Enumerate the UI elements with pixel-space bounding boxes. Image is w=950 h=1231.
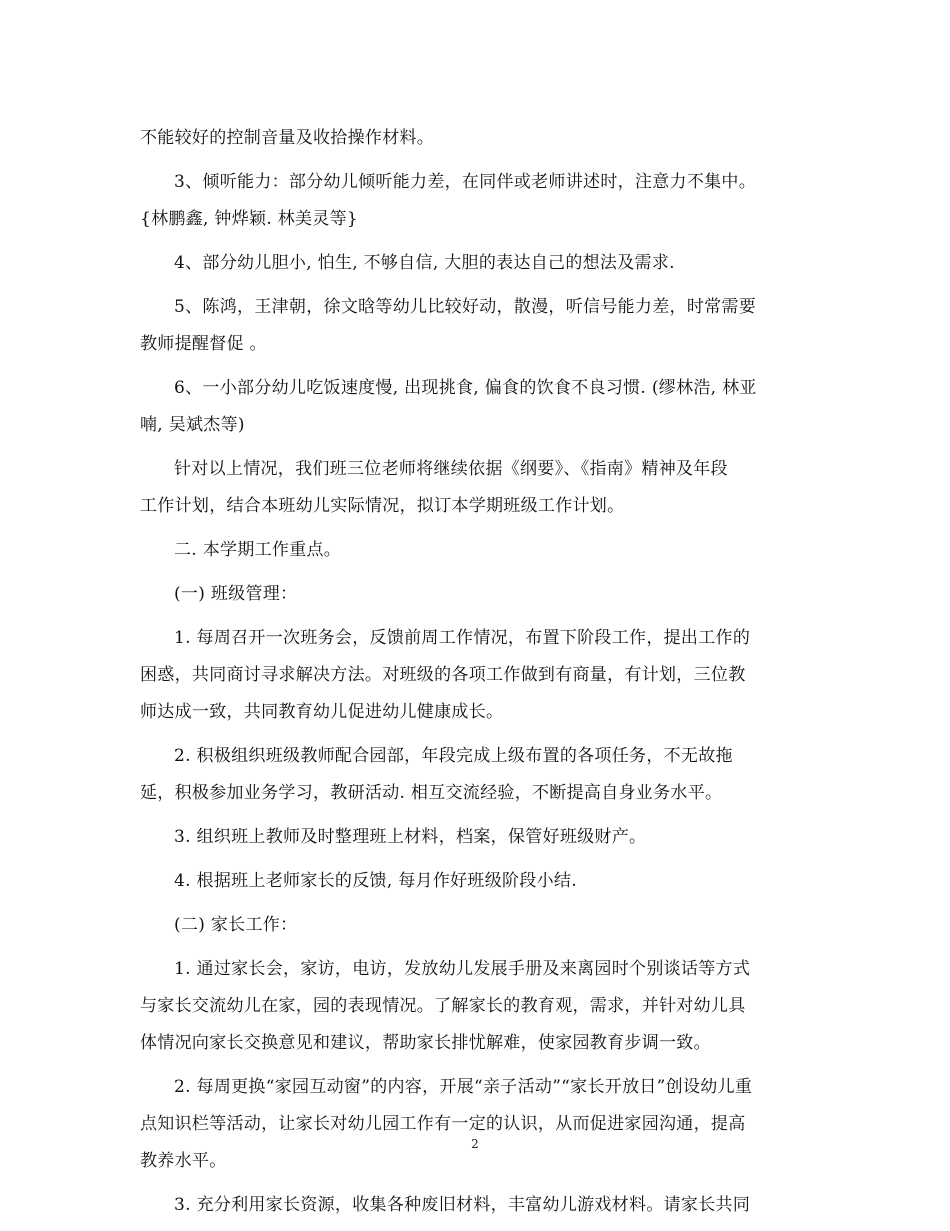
text-line: 3. 充分利用家长资源，收集各种废旧材料，丰富幼儿游戏材料。请家长共同	[174, 1195, 751, 1215]
text-line: 4、部分幼儿胆小, 怕生, 不够自信, 大胆的表达自己的想法及需求.	[174, 253, 675, 273]
text-line: 不能较好的控制音量及收拾操作材料。	[140, 128, 435, 148]
text-line: {林鹏鑫, 钟烨颖. 林美灵等}	[140, 209, 359, 229]
paragraph-materials-archive	[140, 819, 805, 856]
text-line: 6、一小部分幼儿吃饭速度慢, 出现挑食, 偏食的饮食不良习惯. (缪林浩, 林亚	[174, 378, 757, 398]
text-line: 延，积极参加业务学习，教研活动. 相互交流经验，不断提高自身业务水平。	[140, 783, 723, 803]
paragraph-listening-ability	[140, 164, 805, 238]
text-line: 5、陈鸿，王津朝，徐文晗等幼儿比较好动，散漫，听信号能力差，时常需要	[174, 297, 757, 317]
text-line: (二) 家长工作：	[174, 915, 298, 935]
text-line: 二. 本学期工作重点。	[174, 540, 342, 560]
text-line: 教养水平。	[140, 1151, 227, 1171]
paragraph-plan-basis	[140, 451, 805, 525]
paragraph-continuation	[140, 120, 805, 157]
document-body	[140, 120, 805, 1231]
text-line: 师达成一致，共同教育幼儿促进幼儿健康成长。	[140, 702, 504, 722]
paragraph-parent-communication	[140, 951, 805, 1062]
paragraph-shyness	[140, 245, 805, 282]
text-line: 1. 通过家长会，家访，电访，发放幼儿发展手册及来离园时个别谈话等方式	[174, 959, 751, 979]
text-line: 体情况向家长交换意见和建议，帮助家长排忧解难，使家园教育步调一致。	[140, 1033, 711, 1053]
paragraph-active-children	[140, 289, 805, 363]
paragraph-parent-resources	[140, 1187, 805, 1224]
section-heading-work-focus	[140, 532, 805, 569]
text-line: 3. 组织班上教师及时整理班上材料，档案，保管好班级财产。	[174, 827, 647, 847]
text-line: 教师提醒督促 。	[140, 334, 267, 354]
page-number: 2	[471, 1137, 479, 1151]
text-line: 针对以上情况，我们班三位老师将继续依据《纲要》、《指南》精神及年段	[174, 459, 728, 479]
text-line: 点知识栏等活动，让家长对幼儿园工作有一定的认识，从而促进家园沟通，提高	[140, 1114, 746, 1134]
text-line: 4. 根据班上老师家长的反馈, 每月作好班级阶段小结.	[174, 871, 577, 891]
text-line: 2. 积极组织班级教师配合园部，年段完成上级布置的各项任务，不无故拖	[174, 746, 733, 766]
paragraph-home-school-window	[140, 1069, 805, 1180]
text-line: 与家长交流幼儿在家，园的表现情况。了解家长的教育观，需求，并针对幼儿具	[140, 996, 746, 1016]
subsection-heading-class-management	[140, 576, 805, 613]
paragraph-class-meeting	[140, 620, 805, 731]
text-line: 2. 每周更换“家园互动窗”的内容，开展“亲子活动”“家长开放日”创设幼儿重	[174, 1077, 753, 1097]
paragraph-monthly-summary	[140, 863, 805, 900]
text-line: 工作计划，结合本班幼儿实际情况，拟订本学期班级工作计划。	[140, 496, 625, 516]
text-line: 1. 每周召开一次班务会，反馈前周工作情况，布置下阶段工作，提出工作的	[174, 628, 751, 648]
text-line: 喃, 吴斌杰等)	[140, 415, 245, 435]
subsection-heading-parent-work	[140, 907, 805, 944]
text-line: 困惑，共同商讨寻求解决方法。对班级的各项工作做到有商量，有计划，三位教	[140, 665, 746, 685]
paragraph-eating-habits	[140, 370, 805, 444]
text-line: 3、倾听能力：部分幼儿倾听能力差，在同伴或老师讲述时，注意力不集中。	[174, 172, 757, 192]
paragraph-teacher-cooperation	[140, 738, 805, 812]
text-line: (一) 班级管理：	[174, 584, 298, 604]
